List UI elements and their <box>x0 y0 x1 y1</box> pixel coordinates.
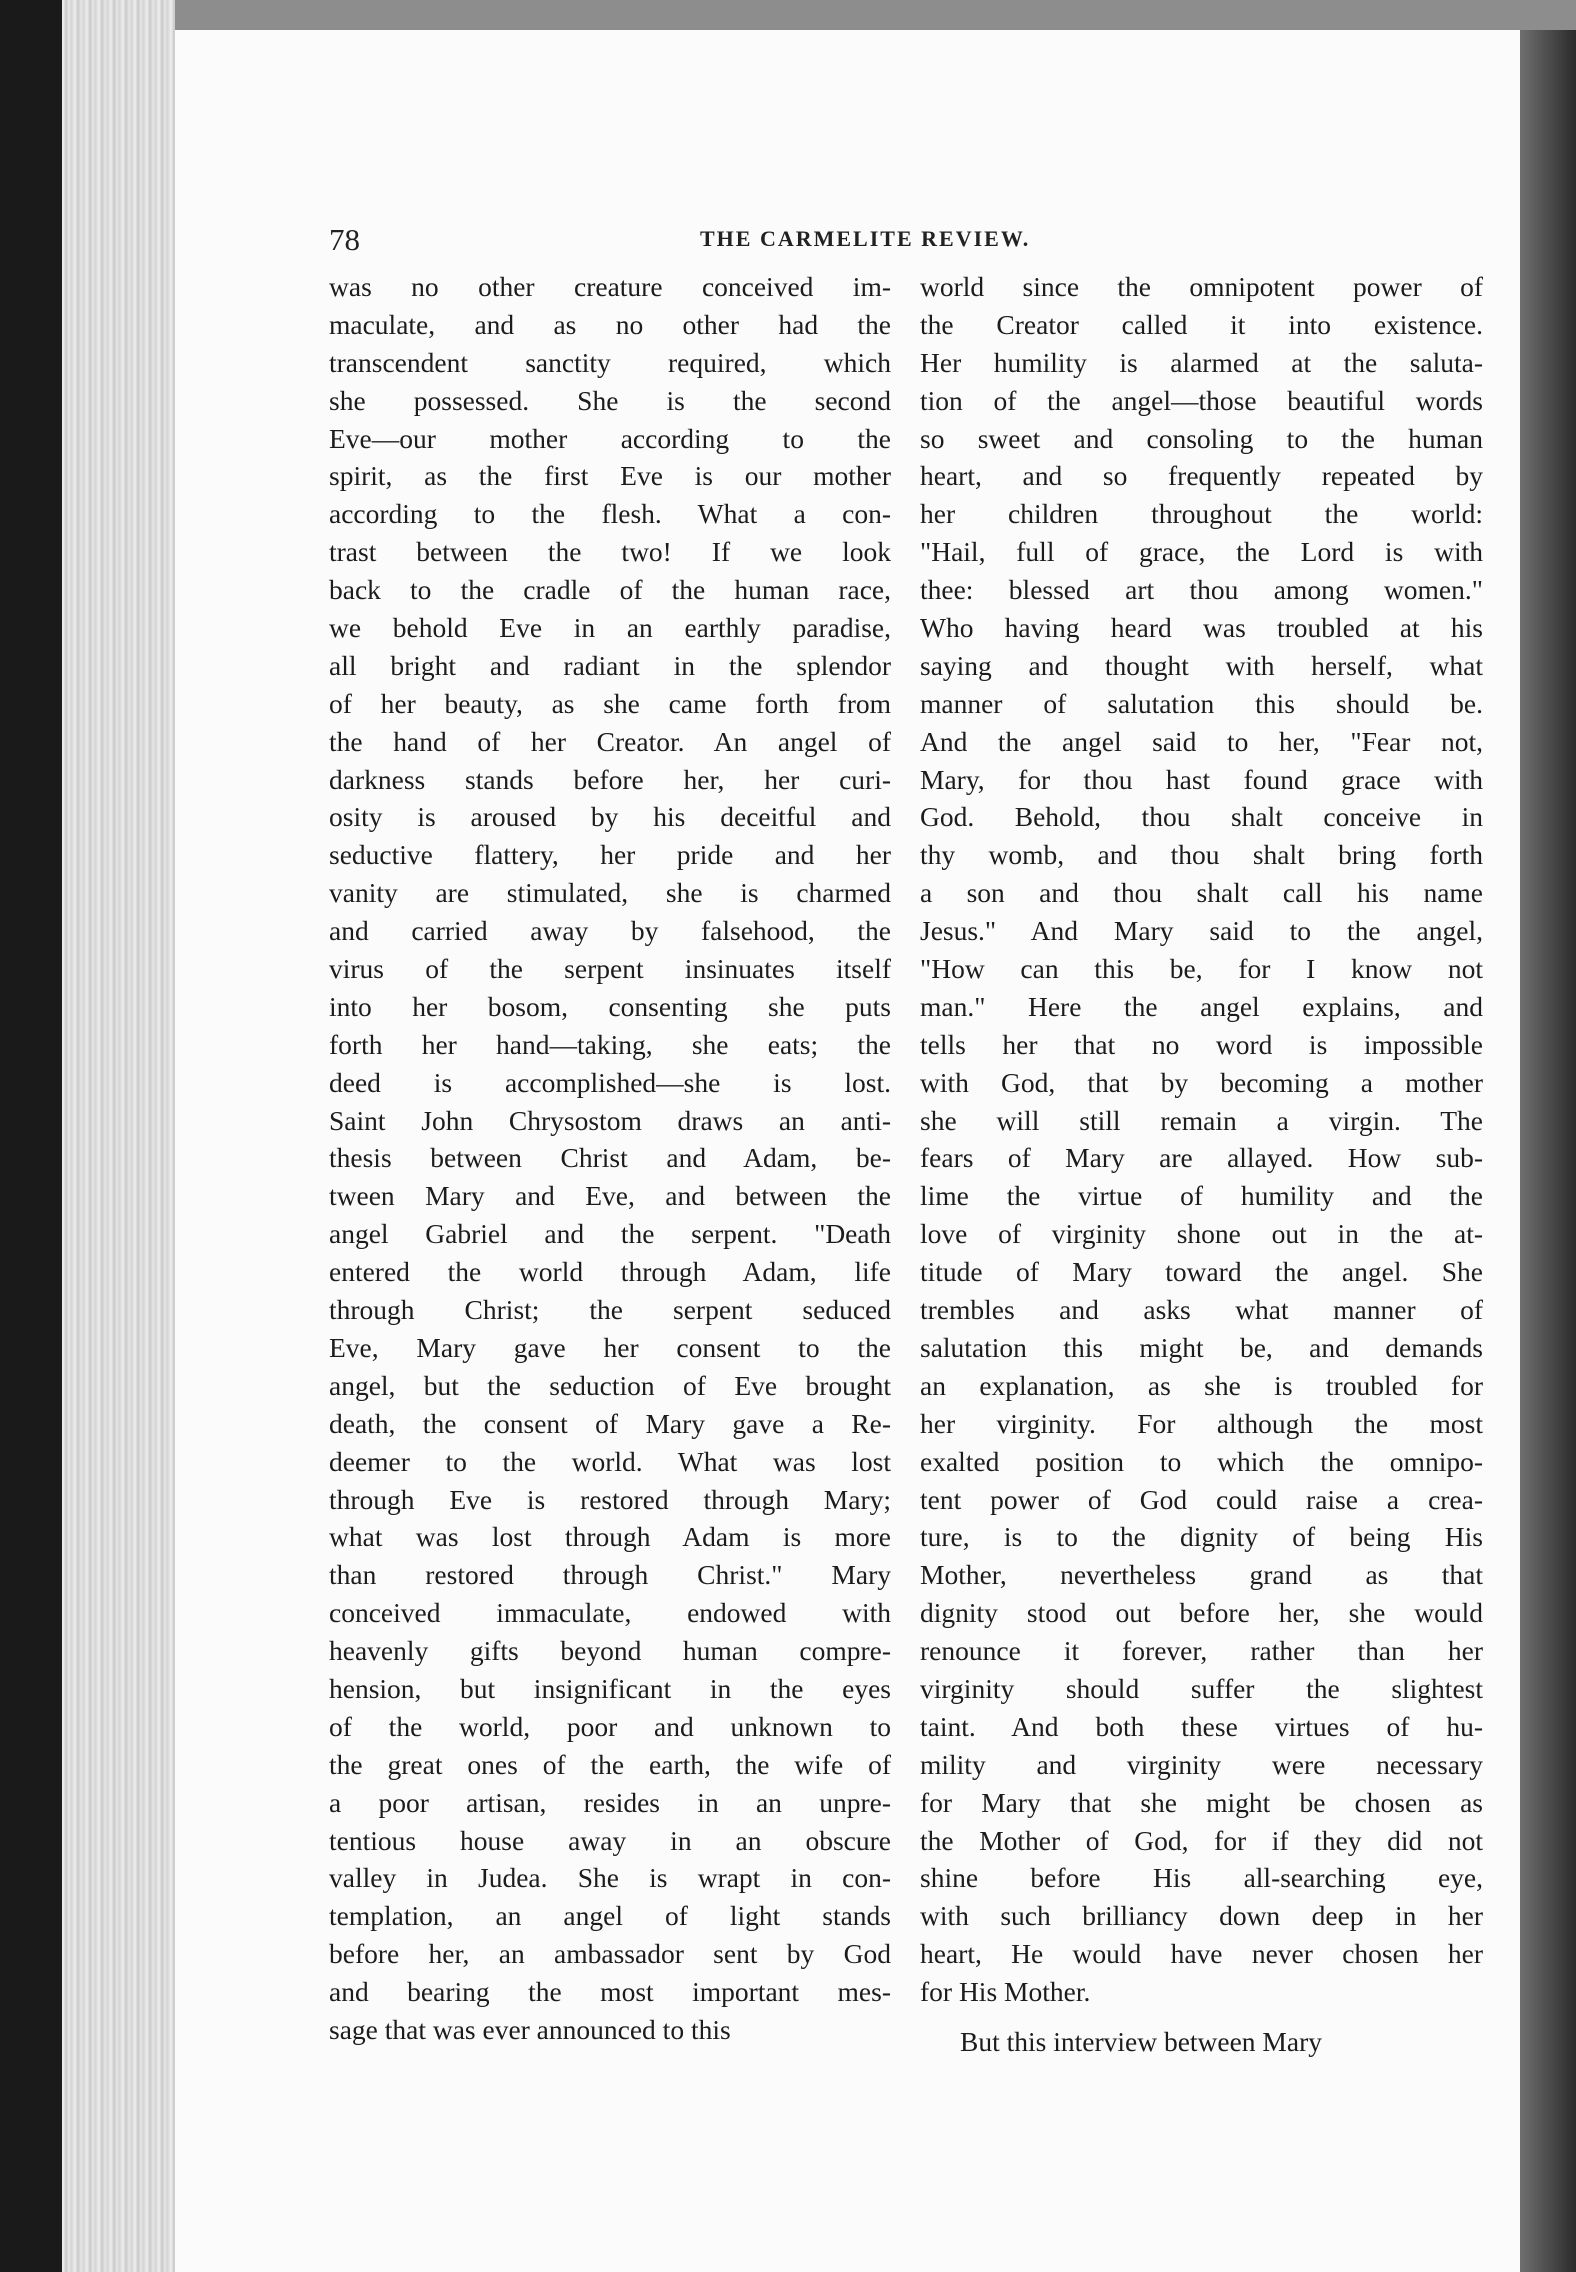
text-line: heart, He would have never chosen her <box>920 1938 1483 1970</box>
text-line: man." Here the angel explains, and <box>920 990 1483 1022</box>
text-line: her children throughout the world: <box>920 498 1483 530</box>
text-line: Mother, nevertheless grand as that <box>920 1559 1483 1591</box>
text-line: the Mother of God, for if they did not <box>920 1824 1483 1856</box>
text-line: maculate, and as no other had the <box>329 308 891 340</box>
text-line: for His Mother. <box>920 1976 1091 2008</box>
text-line: lime the virtue of humility and the <box>920 1180 1483 1212</box>
text-line: was no other creature conceived im- <box>329 271 891 302</box>
text-line: the Creator called it into existence. <box>920 308 1483 340</box>
text-line: deed is accomplished—she is lost. <box>329 1066 891 1098</box>
text-line: darkness stands before her, her curi- <box>329 763 891 795</box>
scan-shadow-right <box>1520 30 1576 2272</box>
text-line: Her humility is alarmed at the saluta- <box>920 346 1483 378</box>
text-line: valley in Judea. She is wrapt in con- <box>329 1862 891 1894</box>
text-line: titude of Mary toward the angel. She <box>920 1256 1483 1288</box>
text-line: dignity stood out before her, she would <box>920 1597 1483 1629</box>
text-line: according to the flesh. What a con- <box>329 498 891 530</box>
text-line: renounce it forever, rather than her <box>920 1635 1483 1667</box>
text-line: transcendent sanctity required, which <box>329 346 891 378</box>
left-text-column <box>329 268 891 2049</box>
text-line: Eve, Mary gave her consent to the <box>329 1331 891 1363</box>
text-line: a poor artisan, resides in an unpre- <box>329 1786 891 1818</box>
text-line: "Hail, full of grace, the Lord is with <box>920 536 1483 568</box>
text-line: than restored through Christ." Mary <box>329 1559 891 1591</box>
text-line: shine before His all-searching eye, <box>920 1862 1483 1894</box>
text-line: thesis between Christ and Adam, be- <box>329 1142 891 1174</box>
text-line: sage that was ever announced to this <box>329 2013 731 2045</box>
text-line: her virginity. For although the most <box>920 1407 1483 1439</box>
text-line: death, the consent of Mary gave a Re- <box>329 1407 891 1439</box>
text-line: heavenly gifts beyond human compre- <box>329 1635 891 1667</box>
text-line: an explanation, as she is troubled for <box>920 1369 1483 1401</box>
text-line: angel Gabriel and the serpent. "Death <box>329 1218 891 1250</box>
text-line: vanity are stimulated, she is charmed <box>329 877 891 909</box>
text-line: entered the world through Adam, life <box>329 1256 891 1288</box>
text-line: tentious house away in an obscure <box>329 1824 891 1856</box>
text-line: we behold Eve in an earthly paradise, <box>329 612 891 644</box>
text-line: taint. And both these virtues of hu- <box>920 1710 1483 1742</box>
text-line: osity is aroused by his deceitful and <box>329 801 891 833</box>
page-number: 78 <box>329 222 360 257</box>
text-line: of her beauty, as she came forth from <box>329 687 891 719</box>
text-line: heart, and so frequently repeated by <box>920 460 1483 492</box>
text-line: of the world, poor and unknown to <box>329 1710 891 1742</box>
text-line: virginity should suffer the slightest <box>920 1672 1483 1704</box>
text-line: manner of salutation this should be. <box>920 687 1483 719</box>
text-line: But this interview between Mary <box>960 2025 1322 2057</box>
text-line: fears of Mary are allayed. How sub- <box>920 1142 1483 1174</box>
text-line: tells her that no word is impossible <box>920 1028 1483 1060</box>
text-line: deemer to the world. What was lost <box>329 1445 891 1477</box>
text-line: tent power of God could raise a crea- <box>920 1483 1483 1515</box>
text-line: Who having heard was troubled at his <box>920 612 1483 644</box>
text-line: virus of the serpent insinuates itself <box>329 953 891 985</box>
text-line: "How can this be, for I know not <box>920 953 1483 985</box>
text-line: Saint John Chrysostom draws an anti- <box>329 1104 891 1136</box>
text-line: trembles and asks what manner of <box>920 1294 1483 1326</box>
text-line: back to the cradle of the human race, <box>329 574 891 606</box>
text-line: hension, but insignificant in the eyes <box>329 1672 891 1704</box>
text-line: with such brilliancy down deep in her <box>920 1900 1483 1932</box>
text-line: into her bosom, consenting she puts <box>329 990 891 1022</box>
text-line: tween Mary and Eve, and between the <box>329 1180 891 1212</box>
text-line: saying and thought with herself, what <box>920 649 1483 681</box>
text-line: tion of the angel—those beautiful words <box>920 384 1483 416</box>
text-line: forth her hand—taking, she eats; the <box>329 1028 891 1060</box>
text-line: templation, an angel of light stands <box>329 1900 891 1932</box>
right-text-column <box>920 268 1483 2061</box>
text-line: salutation this might be, and demands <box>920 1331 1483 1363</box>
text-line: and carried away by falsehood, the <box>329 915 891 947</box>
scan-dark-margin <box>0 0 62 2272</box>
text-line: conceived immaculate, endowed with <box>329 1597 891 1629</box>
text-line: And the angel said to her, "Fear not, <box>920 725 1483 757</box>
text-line: a son and thou shalt call his name <box>920 877 1483 909</box>
text-line: spirit, as the first Eve is our mother <box>329 460 891 492</box>
text-line: exalted position to which the omnipo- <box>920 1445 1483 1477</box>
text-line: all bright and radiant in the splendor <box>329 649 891 681</box>
text-line: Mary, for thou hast found grace with <box>920 763 1483 795</box>
text-line: Eve—our mother according to the <box>329 422 891 454</box>
text-line: thee: blessed art thou among women." <box>920 574 1483 606</box>
text-line: thy womb, and thou shalt bring forth <box>920 839 1483 871</box>
text-line: the great ones of the earth, the wife of <box>329 1748 891 1780</box>
text-line: she will still remain a virgin. The <box>920 1104 1483 1136</box>
text-line: and bearing the most important mes- <box>329 1976 891 2008</box>
text-line: with God, that by becoming a mother <box>920 1066 1483 1098</box>
text-line: before her, an ambassador sent by God <box>329 1938 891 1970</box>
text-line: for Mary that she might be chosen as <box>920 1786 1483 1818</box>
running-title: THE CARMELITE REVIEW. <box>700 226 1031 251</box>
text-line: God. Behold, thou shalt conceive in <box>920 801 1483 833</box>
text-line: trast between the two! If we look <box>329 536 891 568</box>
text-line: love of virginity shone out in the at- <box>920 1218 1483 1250</box>
text-line: ture, is to the dignity of being His <box>920 1521 1483 1553</box>
text-line: the hand of her Creator. An angel of <box>329 725 891 757</box>
text-line: angel, but the seduction of Eve brought <box>329 1369 891 1401</box>
text-line: she possessed. She is the second <box>329 384 891 416</box>
text-line: through Eve is restored through Mary; <box>329 1483 891 1515</box>
text-line: through Christ; the serpent seduced <box>329 1294 891 1326</box>
text-line: seductive flattery, her pride and her <box>329 839 891 871</box>
text-line: Jesus." And Mary said to the angel, <box>920 915 1483 947</box>
text-line: world since the omnipotent power of <box>920 271 1483 302</box>
text-line: so sweet and consoling to the human <box>920 422 1483 454</box>
text-line: what was lost through Adam is more <box>329 1521 891 1553</box>
text-line: mility and virginity were necessary <box>920 1748 1483 1780</box>
